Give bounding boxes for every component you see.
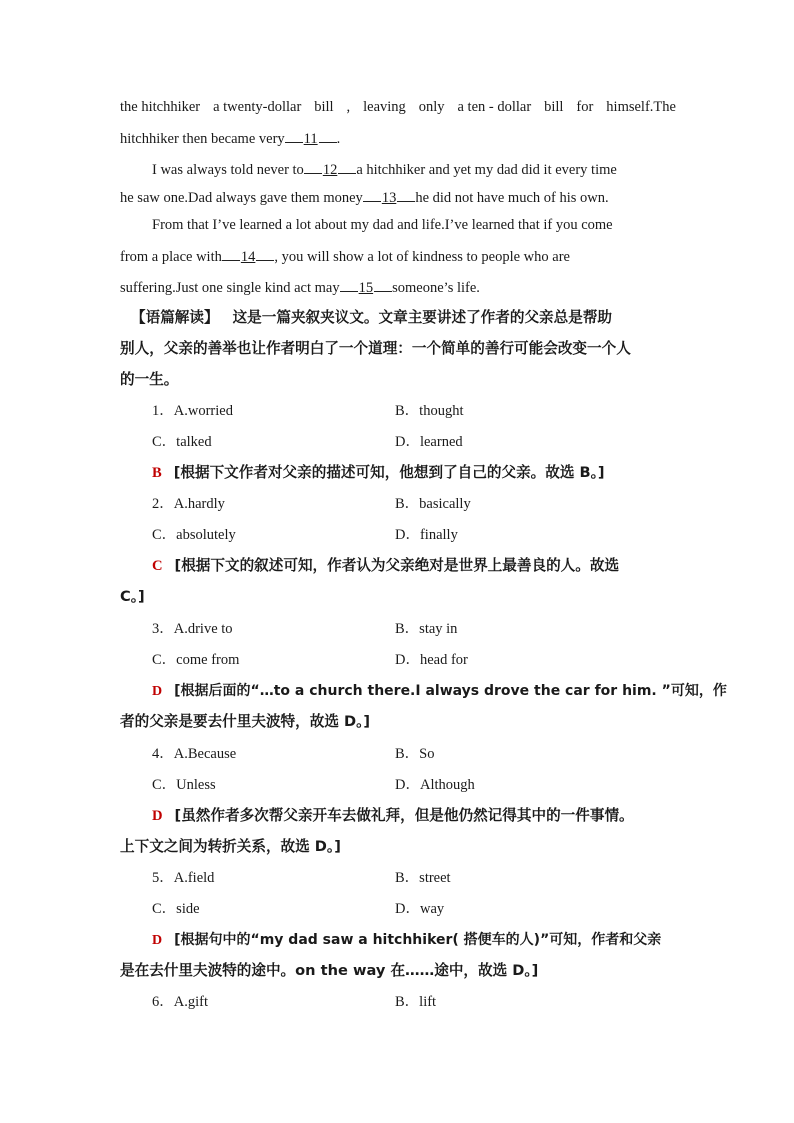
blank-11: 11 [303,131,318,147]
explanation-text: [根据句中的“my dad saw a hitchhiker( 搭便车的人)”可知，作者和父亲 [174,932,662,948]
blank-13: 13 [381,190,397,206]
passage-line: From that I’ve learned a lot about my dad and life.I’ve learned that if you come [152,217,613,233]
blank-15: 15 [358,280,374,296]
analysis-line [131,308,676,328]
option-d: D．learned [395,434,463,450]
word: the hitchhiker [120,99,201,115]
passage-line [152,159,676,180]
explanation-continued: 者的父亲是要去什里夫波特，故选 D。] [120,713,371,730]
option-d: D．Although [395,777,475,793]
blank-12: 12 [322,162,338,178]
word: only [418,99,445,115]
word: , [346,99,351,115]
word: a ten - dollar [457,99,532,115]
analysis-line: 别人，父亲的善举也让作者明白了一个道理：一个简单的善行可能会改变一个人 [120,340,631,357]
explanation-text: [虽然作者多次帮父亲开车去做礼拜，但是他仍然记得其中的一件事情。 [174,807,634,824]
word: bill [314,99,334,115]
word: a twenty-dollar [213,99,302,115]
option-b: B．thought [395,403,464,419]
passage-text: I was always told never to [152,162,304,178]
option-a: 4．A.Because [152,746,237,762]
passage-text: from a place with [120,249,222,265]
blank-14: 14 [240,249,256,265]
option-b: B．basically [395,496,471,512]
word: bill [544,99,564,115]
option-b: B．lift [395,994,437,1010]
explanation [152,463,676,483]
passage-text: someone’s life. [392,280,480,296]
option-a: 5．A.field [152,870,215,886]
passage-line [120,246,676,267]
answer-letter: B [152,465,162,481]
option-c: C．absolutely [152,527,236,543]
explanation [152,681,727,702]
explanation-continued: 上下文之间为转折关系，故选 D。] [120,838,341,855]
explanation-text: [根据后面的“…to a church there.I always drove the car for him. ”可知，作 [174,683,727,699]
option-c: C．side [152,901,200,917]
explanation [152,556,676,576]
explanation-text: [根据下文的叙述可知，作者认为父亲绝对是世界上最善良的人。故选 [174,557,620,574]
explanation-continued: 是在去什里夫波特的途中。on the way 在……途中，故选 D。] [120,962,539,979]
explanation [152,806,676,826]
passage-text: , you will show a lot of kindness to people who are [274,249,570,265]
option-c: C．come from [152,652,240,668]
option-d: D．way [395,901,445,917]
passage-text: . [336,131,341,147]
explanation-text: [根据下文作者对父亲的描述可知，他想到了自己的父亲。故选 B。] [173,464,605,481]
passage-line [120,277,676,298]
answer-letter: C [152,558,163,574]
passage-text: a hitchhiker and yet my dad did it every time [356,162,617,178]
option-a: 2．A.hardly [152,496,225,512]
passage-line [120,128,676,149]
passage-line [120,97,676,117]
word: for [576,99,594,115]
answer-letter: D [152,933,163,948]
option-d: D．finally [395,527,458,543]
option-a: 1．A.worried [152,403,233,419]
passage-text: hitchhiker then became very [120,131,285,147]
analysis-label: 【语篇解读】 [131,309,219,326]
passage-text: suffering.Just one single kind act may [120,280,340,296]
word: leaving [363,99,406,115]
word: himself.The [606,99,676,115]
passage-text: he saw one.Dad always gave them money [120,190,363,206]
explanation [152,930,676,951]
answer-letter: D [152,808,163,824]
option-c: C．Unless [152,777,216,793]
analysis-line: 的一生。 [120,371,179,388]
option-d: D．head for [395,652,468,668]
answer-letter: D [152,684,163,699]
option-a: 6．A.gift [152,994,208,1010]
option-b: B．street [395,870,451,886]
passage-text: he did not have much of his own. [415,190,609,206]
explanation-continued: C。] [120,588,145,605]
option-a: 3．A.drive to [152,621,233,637]
option-b: B．stay in [395,621,458,637]
option-b: B．So [395,746,435,762]
analysis-text: 这是一篇夹叙夹议文。文章主要讲述了作者的父亲总是帮助 [232,309,613,326]
passage-line [120,187,676,208]
option-c: C．talked [152,434,212,450]
